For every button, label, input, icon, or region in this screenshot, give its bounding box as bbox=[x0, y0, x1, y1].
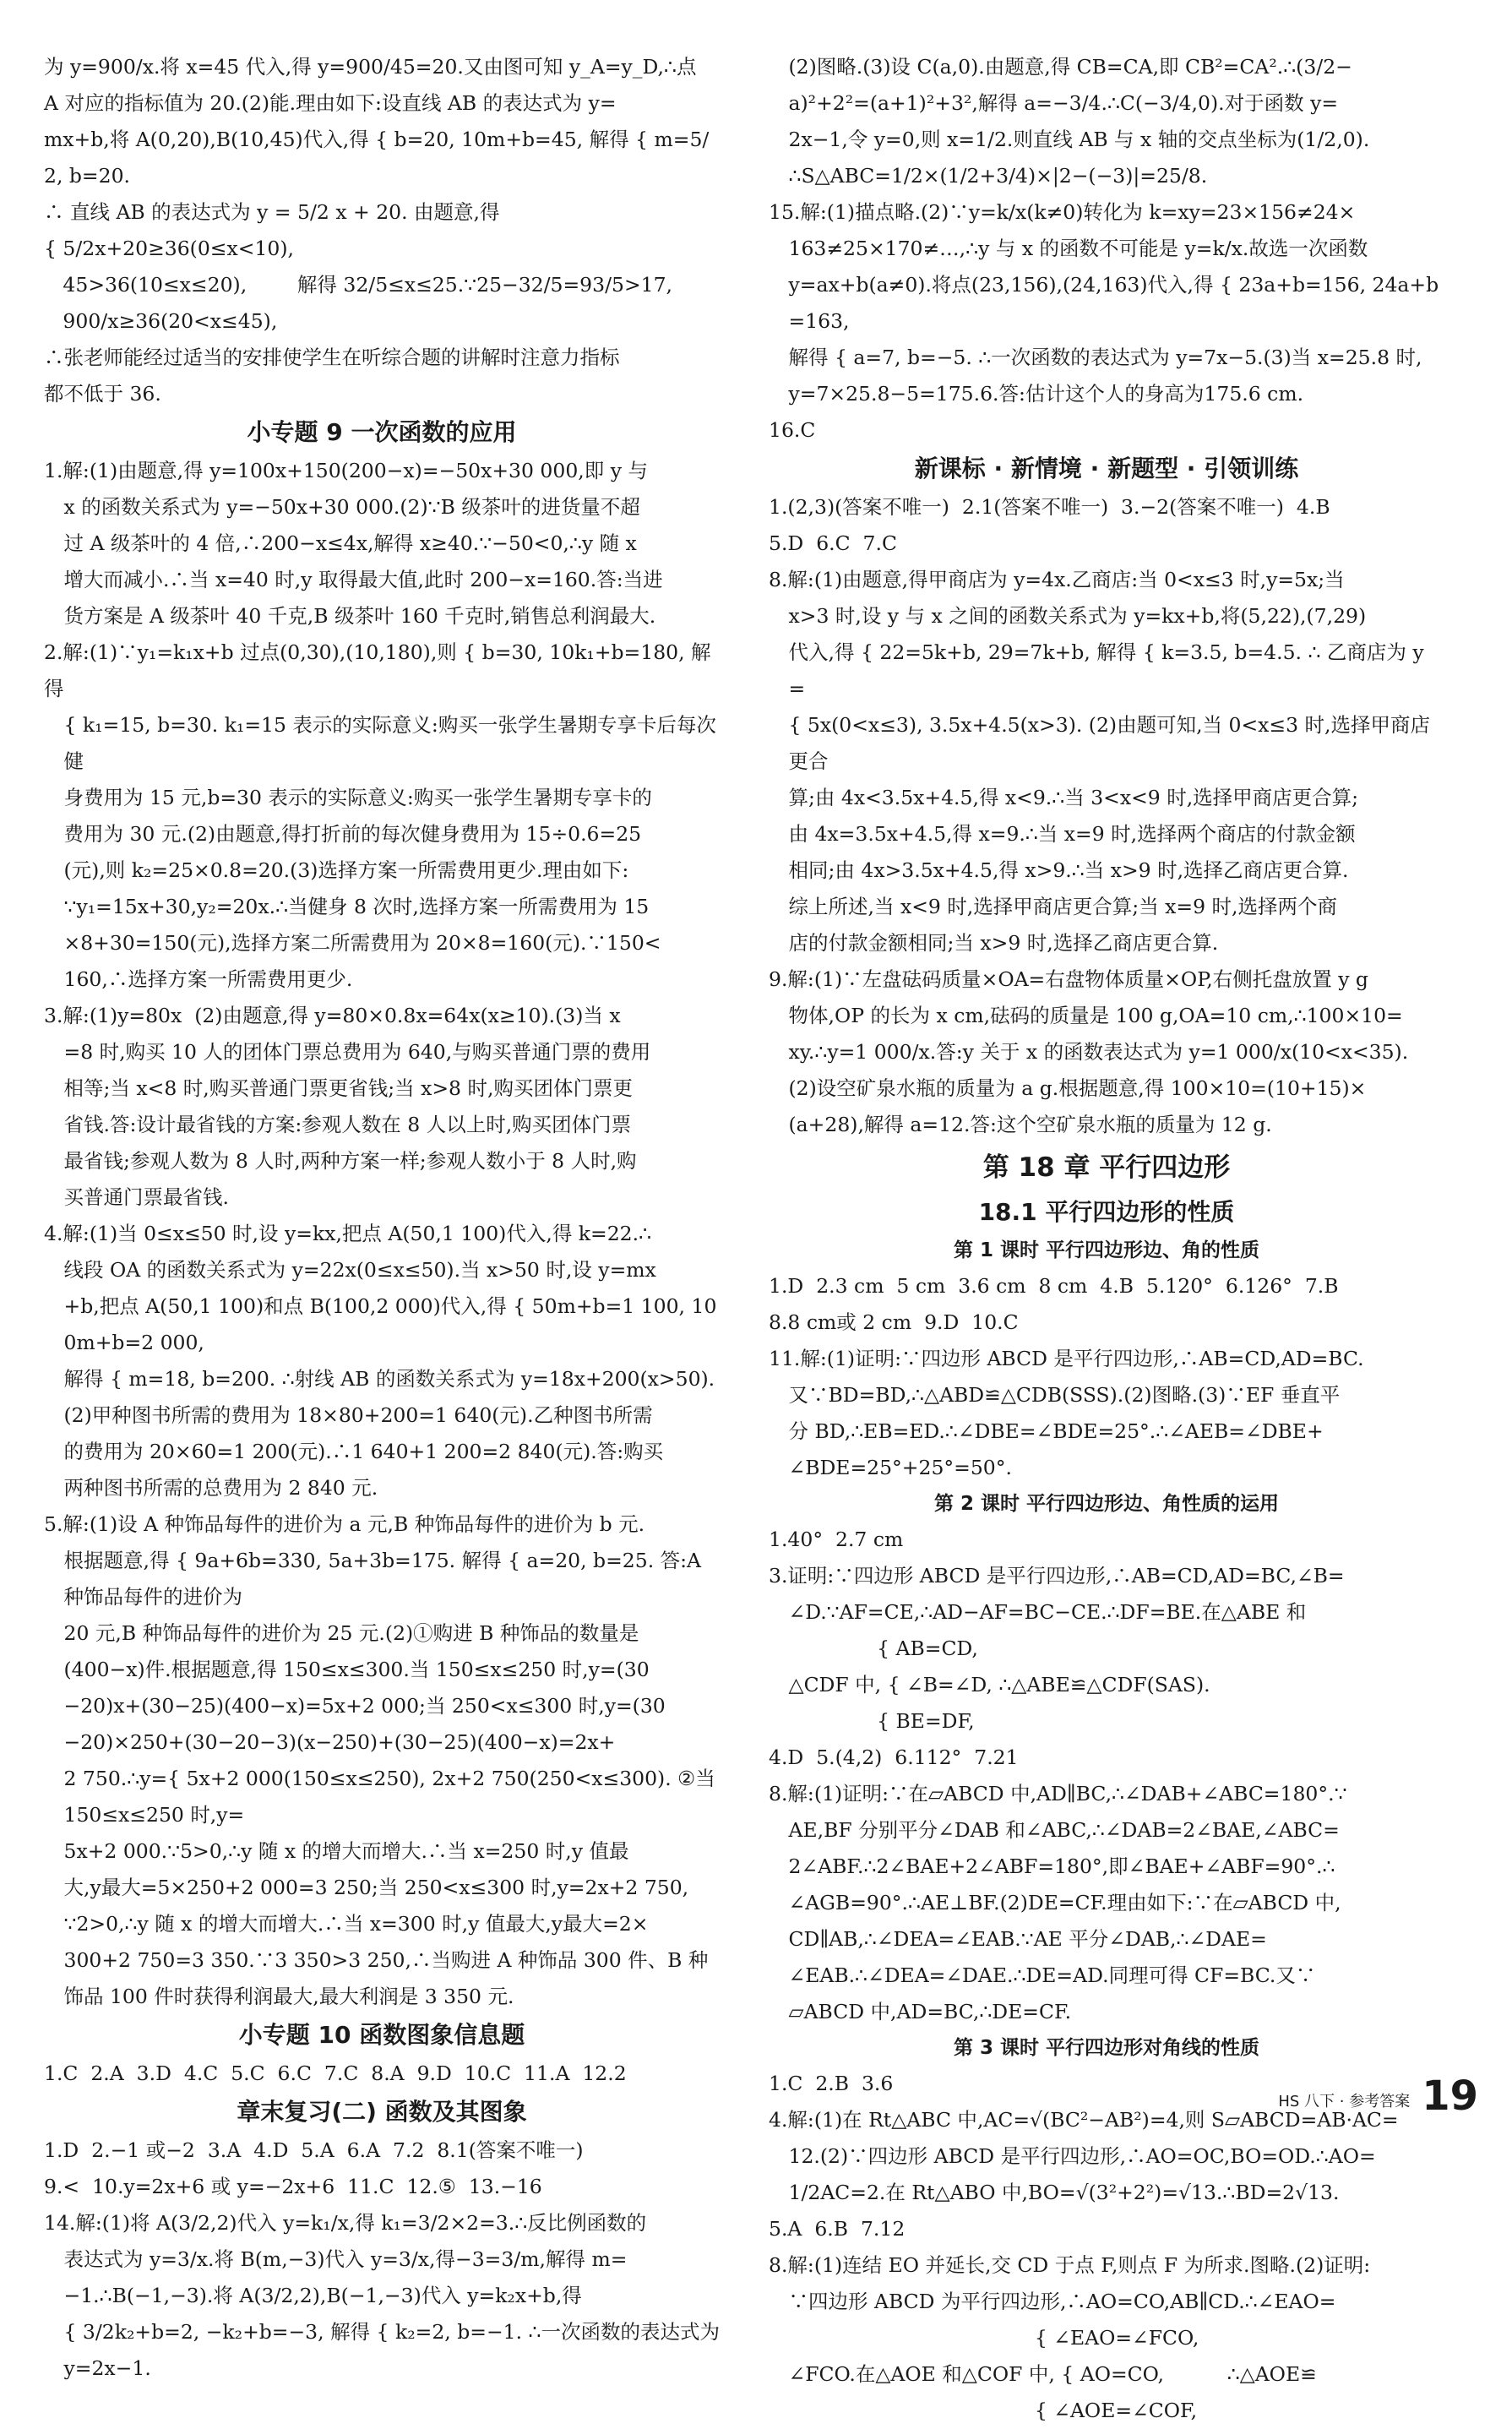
answer-line: mx+b,将 A(0,20),B(10,45)代入,得 { b=20, 10m+b=45, 解得 { m=5/2, b=20. bbox=[44, 128, 710, 188]
answer-line: 5x+2 000.∵5>0,∴y 随 x 的增大而增大.∴当 x=250 时,y 值最 bbox=[63, 1839, 629, 1863]
answer-line: 两种图书所需的总费用为 2 840 元. bbox=[63, 1476, 378, 1500]
section-heading: 新课标 · 新情境 · 新题型 · 引领训练 bbox=[914, 455, 1299, 482]
answer-line: y=ax+b(a≠0).将点(23,156),(24,163)代入,得 { 23a+b=156, 24a+b=163, bbox=[788, 273, 1439, 333]
answer-line: 解得 { m=18, b=200. ∴射线 AB 的函数关系式为 y=18x+200(x>50). bbox=[63, 1367, 715, 1391]
answer-line: AE,BF 分别平分∠DAB 和∠ABC,∴∠DAB=2∠BAE,∠ABC= bbox=[788, 1818, 1340, 1842]
answer-line: 相同;由 4x>3.5x+4.5,得 x>9.∴当 x>9 时,选择乙商店更合算. bbox=[788, 858, 1349, 882]
answer-line: A 对应的指标值为 20.(2)能.理由如下:设直线 AB 的表达式为 y= bbox=[44, 91, 617, 115]
answer-line: 12.(2)∵四边形 ABCD 是平行四边形,∴AO=OC,BO=OD.∴AO= bbox=[788, 2144, 1376, 2168]
answer-line: ∴S△ABC=1/2×(1/2+3/4)×|2−(−3)|=25/8. bbox=[788, 164, 1208, 188]
answer-line: ∠AGB=90°.∴AE⊥BF.(2)DE=CF.理由如下:∵在▱ABCD 中, bbox=[788, 1891, 1341, 1914]
answer-line: xy.∴y=1 000/x.答:y 关于 x 的函数表达式为 y=1 000/x(10<x<35). bbox=[788, 1040, 1409, 1064]
answer-line: ∵2>0,∴y 随 x 的增大而增大.∴当 x=300 时,y 值最大,y最大=2× bbox=[63, 1912, 649, 1936]
answer-line: 20 元,B 种饰品每件的进价为 25 元.(2)①购进 B 种饰品的数量是 bbox=[63, 1621, 639, 1645]
answer-line: 300+2 750=3 350.∵3 350>3 250,∴当购进 A 种饰品 300 件、B 种 bbox=[63, 1948, 709, 1972]
answer-line: { ∠EAO=∠FCO, bbox=[788, 2326, 1199, 2350]
answer-line: ∠BDE=25°+25°=50°. bbox=[788, 1456, 1012, 1479]
answer-line: a)²+2²=(a+1)²+3²,解得 a=−3/4.∴C(−3/4,0).对于函数 y= bbox=[788, 91, 1339, 115]
answer-line: 163≠25×170≠…,∴y 与 x 的函数不可能是 y=k/x.故选一次函数 bbox=[788, 237, 1368, 260]
answer-line: 3.证明:∵四边形 ABCD 是平行四边形,∴AB=CD,AD=BC,∠B= bbox=[769, 1564, 1345, 1588]
answer-line: 费用为 30 元.(2)由题意,得打折前的每次健身费用为 15÷0.6=25 bbox=[63, 822, 642, 846]
answer-line: 1/2AC=2.在 Rt△ABO 中,BO=√(3²+2²)=√13.∴BD=2√13. bbox=[788, 2181, 1340, 2204]
answer-line: 1.解:(1)由题意,得 y=100x+150(200−x)=−50x+30 000,即 y 与 bbox=[44, 459, 648, 482]
answer-line: ∠D.∵AF=CE,∴AD−AF=BC−CE.∴DF=BE.在△ABE 和 bbox=[788, 1600, 1307, 1624]
answer-line: 3.解:(1)y=80x (2)由题意,得 y=80×0.8x=64x(x≥10).(3)当 x bbox=[44, 1004, 621, 1027]
answer-line: 相等;当 x<8 时,购买普通门票更省钱;当 x>8 时,购买团体门票更 bbox=[63, 1076, 633, 1100]
answer-line: 8.解:(1)连结 EO 并延长,交 CD 于点 F,则点 F 为所求.图略.(2)证明: bbox=[769, 2253, 1371, 2277]
section-heading: 小专题 10 函数图象信息题 bbox=[238, 2021, 525, 2049]
answer-line: 2x−1,令 y=0,则 x=1/2.则直线 AB 与 x 轴的交点坐标为(1/2,0). bbox=[788, 128, 1370, 151]
answer-line: 身费用为 15 元,b=30 表示的实际意义:购买一张学生暑期专享卡的 bbox=[63, 786, 652, 809]
answer-line: ∴ 直线 AB 的表达式为 y = 5/2 x + 20. 由题意,得 bbox=[44, 200, 500, 224]
answer-line: 表达式为 y=3/x.将 B(m,−3)代入 y=3/x,得−3=3/m,解得 m= bbox=[63, 2247, 628, 2271]
answer-line: { k₁=15, b=30. k₁=15 表示的实际意义:购买一张学生暑期专享卡后每次健 bbox=[63, 713, 716, 773]
answer-line: (a+28),解得 a=12.答:这个空矿泉水瓶的质量为 12 g. bbox=[788, 1113, 1272, 1136]
answer-line: 都不低于 36. bbox=[44, 382, 161, 406]
answer-line: 1.C 2.B 3.6 bbox=[769, 2072, 894, 2095]
answer-line: =8 时,购买 10 人的团体门票总费用为 640,与购买普通门票的费用 bbox=[63, 1040, 651, 1064]
lesson-heading: 第 3 课时 平行四边形对角线的性质 bbox=[953, 2037, 1260, 2059]
answer-line: { 5/2x+20≥36(0≤x<10), bbox=[44, 237, 294, 260]
answer-line: { AB=CD, bbox=[788, 1637, 978, 1660]
answer-line: { 3/2k₂+b=2, −k₂+b=−3, 解得 { k₂=2, b=−1. ∴一次函数的表达式为 y=2x−1. bbox=[63, 2320, 726, 2380]
answer-line: 900/x≥36(20<x≤45), bbox=[44, 309, 278, 333]
answer-line: 1.D 2.3 cm 5 cm 3.6 cm 8 cm 4.B 5.120° 6.126° 7.B bbox=[769, 1274, 1339, 1298]
answer-line: 为 y=900/x.将 x=45 代入,得 y=900/45=20.又由图可知 y_A=y_D,∴点 bbox=[44, 55, 697, 79]
answer-line: 16.C bbox=[769, 418, 816, 442]
answer-line: 综上所述,当 x<9 时,选择甲商店更合算;当 x=9 时,选择两个商 bbox=[788, 895, 1337, 918]
answer-line: 根据题意,得 { 9a+6b=330, 5a+3b=175. 解得 { a=20, b=25. 答:A 种饰品每件的进价为 bbox=[63, 1549, 708, 1609]
answer-line: CD∥AB,∴∠DEA=∠EAB.∵AE 平分∠DAB,∴∠DAE= bbox=[788, 1927, 1267, 1951]
answer-line: 8.解:(1)证明:∵在▱ABCD 中,AD∥BC,∴∠DAB+∠ABC=180°.∵ bbox=[769, 1782, 1347, 1805]
page-footer bbox=[1278, 2074, 1478, 2118]
answer-line: 9.解:(1)∵左盘砝码质量×OA=右盘物体质量×OP,右侧托盘放置 y g bbox=[769, 967, 1368, 991]
answer-line: 解得 { a=7, b=−5. ∴一次函数的表达式为 y=7x−5.(3)当 x=25.8 时, bbox=[788, 346, 1422, 369]
answer-line: 1.40° 2.7 cm bbox=[769, 1528, 904, 1551]
answer-line: 最省钱;参观人数为 8 人时,两种方案一样;参观人数小于 8 人时,购 bbox=[63, 1149, 637, 1173]
chapter-heading: 第 18 章 平行四边形 bbox=[982, 1152, 1231, 1183]
answer-line: (2)设空矿泉水瓶的质量为 a g.根据题意,得 100×10=(10+15)× bbox=[788, 1076, 1367, 1100]
section-heading: 18.1 平行四边形的性质 bbox=[978, 1198, 1235, 1226]
answer-line: 1.C 2.A 3.D 4.C 5.C 6.C 7.C 8.A 9.D 10.C 11.A 12.2 bbox=[44, 2061, 627, 2085]
answer-line: (元),则 k₂=25×0.8=20.(3)选择方案一所需费用更少.理由如下: bbox=[63, 858, 629, 882]
answer-line: 4.D 5.(4,2) 6.112° 7.21 bbox=[769, 1746, 1019, 1769]
answer-line: ×8+30=150(元),选择方案二所需费用为 20×8=160(元).∵150< bbox=[63, 931, 661, 955]
answer-line: 线段 OA 的函数关系式为 y=22x(0≤x≤50).当 x>50 时,设 y=mx bbox=[63, 1258, 656, 1282]
answer-line: (400−x)件.根据题意,得 150≤x≤300.当 150≤x≤250 时,y=(30 bbox=[63, 1658, 650, 1681]
lesson-heading: 第 2 课时 平行四边形边、角性质的运用 bbox=[933, 1493, 1280, 1515]
answer-line: 1.D 2.−1 或−2 3.A 4.D 5.A 6.A 7.2 8.1(答案不唯一) bbox=[44, 2138, 584, 2162]
answer-line: 又∵BD=BD,∴△ABD≌△CDB(SSS).(2)图略.(3)∵EF 垂直平 bbox=[788, 1383, 1341, 1407]
answer-line: 4.解:(1)在 Rt△ABC 中,AC=√(BC²−AB²)=4,则 S▱ABCD=AB·AC= bbox=[769, 2108, 1399, 2132]
answer-line: (2)图略.(3)设 C(a,0).由题意,得 CB=CA,即 CB²=CA².∴(3/2− bbox=[788, 55, 1352, 79]
answer-line: 160,∴选择方案一所需费用更少. bbox=[63, 967, 353, 991]
answer-line: ▱ABCD 中,AD=BC,∴DE=CF. bbox=[788, 2000, 1072, 2023]
answer-line: △CDF 中, { ∠B=∠D, ∴△ABE≌△CDF(SAS). bbox=[788, 1673, 1210, 1696]
answer-line: −1.∴B(−1,−3).将 A(3/2,2),B(−1,−3)代入 y=k₂x+b,得 bbox=[63, 2284, 582, 2307]
answer-line: 1.(2,3)(答案不唯一) 2.1(答案不唯一) 3.−2(答案不唯一) 4.B bbox=[769, 495, 1330, 519]
answer-line: ∴张老师能经过适当的安排使学生在听综合题的讲解时注意力指标 bbox=[44, 346, 620, 369]
answer-line: x>3 时,设 y 与 x 之间的函数关系式为 y=kx+b,将(5,22),(7,29) bbox=[788, 604, 1367, 628]
answer-line: ∵y₁=15x+30,y₂=20x.∴当健身 8 次时,选择方案一所需费用为 15 bbox=[63, 895, 650, 918]
answer-line: 45>36(10≤x≤20), 解得 32/5≤x≤25.∵25−32/5=93/5>17, bbox=[44, 273, 673, 297]
answer-line: ∠EAB.∴∠DEA=∠DAE.∴DE=AD.同理可得 CF=BC.又∵ bbox=[788, 1963, 1316, 1987]
answer-line: 4.解:(1)当 0≤x≤50 时,设 y=kx,把点 A(50,1 100)代入,得 k=22.∴ bbox=[44, 1222, 652, 1245]
answer-line: ∵四边形 ABCD 为平行四边形,∴AO=CO,AB∥CD.∴∠EAO= bbox=[788, 2290, 1336, 2313]
answer-line: 增大而减小.∴当 x=40 时,y 取得最大值,此时 200−x=160.答:当进 bbox=[63, 568, 663, 591]
answer-line: 物体,OP 的长为 x cm,砝码的质量是 100 g,OA=10 cm,∴100×10= bbox=[788, 1004, 1403, 1027]
answer-line: 8.8 cm或 2 cm 9.D 10.C bbox=[769, 1310, 1019, 1334]
answer-line: 大,y最大=5×250+2 000=3 250;当 250<x≤300 时,y=2x+2 750, bbox=[63, 1876, 689, 1899]
answer-line: −20)×250+(30−20−3)(x−250)+(30−25)(400−x)=2x+ bbox=[63, 1730, 616, 1754]
right-column bbox=[769, 49, 1444, 2429]
section-heading: 小专题 9 一次函数的应用 bbox=[247, 418, 517, 446]
answer-line: y=7×25.8−5=175.6.答:估计这个人的身高为175.6 cm. bbox=[788, 382, 1304, 406]
answer-line: +b,把点 A(50,1 100)和点 B(100,2 000)代入,得 { 50m+b=1 100, 100m+b=2 000, bbox=[63, 1294, 717, 1354]
answer-line: 店的付款金额相同;当 x>9 时,选择乙商店更合算. bbox=[788, 931, 1219, 955]
answer-line: { 5x(0<x≤3), 3.5x+4.5(x>3). (2)由题可知,当 0<x≤3 时,选择甲商店更合 bbox=[788, 713, 1431, 773]
answer-line: 货方案是 A 级茶叶 40 千克,B 级茶叶 160 千克时,销售总利润最大. bbox=[63, 604, 656, 628]
answer-line: 由 4x=3.5x+4.5,得 x=9.∴当 x=9 时,选择两个商店的付款金额 bbox=[788, 822, 1356, 846]
answer-line: 5.D 6.C 7.C bbox=[769, 531, 897, 555]
answer-line: 分 BD,∴EB=ED.∴∠DBE=∠BDE=25°.∴∠AEB=∠DBE+ bbox=[788, 1419, 1324, 1443]
answer-line: 15.解:(1)描点略.(2)∵y=k/x(k≠0)转化为 k=xy=23×156≠24× bbox=[769, 200, 1356, 224]
answer-line: { BE=DF, bbox=[788, 1709, 975, 1733]
answer-line: 5.A 6.B 7.12 bbox=[769, 2217, 906, 2241]
answer-line: 2∠ABF.∴2∠BAE+2∠ABF=180°,即∠BAE+∠ABF=90°.∴ bbox=[788, 1854, 1335, 1878]
answer-line: 14.解:(1)将 A(3/2,2)代入 y=k₁/x,得 k₁=3/2×2=3.∴反比例函数的 bbox=[44, 2211, 647, 2235]
answer-line: 9.< 10.y=2x+6 或 y=−2x+6 11.C 12.⑤ 13.−16 bbox=[44, 2175, 542, 2198]
left-column bbox=[44, 49, 726, 2387]
answer-line: 11.解:(1)证明:∵四边形 ABCD 是平行四边形,∴AB=CD,AD=BC. bbox=[769, 1347, 1364, 1370]
footer-label: HS 八下 · 参考答案 bbox=[1278, 2093, 1411, 2110]
section-heading: 章末复习(二) 函数及其图象 bbox=[237, 2098, 527, 2126]
answer-line: 8.解:(1)由题意,得甲商店为 y=4x.乙商店:当 0<x≤3 时,y=5x;当 bbox=[769, 568, 1345, 591]
answer-line: x 的函数关系式为 y=−50x+30 000.(2)∵B 级茶叶的进货量不超 bbox=[63, 495, 640, 519]
answer-line: 买普通门票最省钱. bbox=[63, 1185, 229, 1209]
answer-line: 5.解:(1)设 A 种饰品每件的进价为 a 元,B 种饰品每件的进价为 b 元. bbox=[44, 1512, 645, 1536]
lesson-heading: 第 1 课时 平行四边形边、角的性质 bbox=[953, 1239, 1260, 1261]
answer-line: { ∠AOE=∠COF, bbox=[788, 2399, 1198, 2422]
answer-line: 代入,得 { 22=5k+b, 29=7k+b, 解得 { k=3.5, b=4.5. ∴ 乙商店为 y = bbox=[788, 640, 1431, 700]
answer-line: 2 750.∴y={ 5x+2 000(150≤x≤250), 2x+2 750(250<x≤300). ②当 150≤x≤250 时,y= bbox=[63, 1767, 722, 1827]
answer-line: 的费用为 20×60=1 200(元).∴1 640+1 200=2 840(元).答:购买 bbox=[63, 1440, 664, 1463]
answer-line: 2.解:(1)∵y₁=k₁x+b 过点(0,30),(10,180),则 { b=30, 10k₁+b=180, 解得 bbox=[44, 640, 711, 700]
answer-line: ∠FCO.在△AOE 和△COF 中, { AO=CO, ∴△AOE≌ bbox=[788, 2362, 1317, 2386]
page-number: 19 bbox=[1422, 2072, 1478, 2120]
answer-line: 省钱.答:设计最省钱的方案:参观人数在 8 人以上时,购买团体门票 bbox=[63, 1113, 632, 1136]
answer-line: 算;由 4x<3.5x+4.5,得 x<9.∴当 3<x<9 时,选择甲商店更合算; bbox=[788, 786, 1359, 809]
answer-line: 饰品 100 件时获得利润最大,最大利润是 3 350 元. bbox=[63, 1985, 514, 2008]
answer-line: −20)x+(30−25)(400−x)=5x+2 000;当 250<x≤300 时,y=(30 bbox=[63, 1694, 666, 1718]
answer-line: 过 A 级茶叶的 4 倍,∴200−x≤4x,解得 x≥40.∵−50<0,∴y 随 x bbox=[63, 531, 637, 555]
answer-line: (2)甲种图书所需的费用为 18×80+200=1 640(元).乙种图书所需 bbox=[63, 1403, 653, 1427]
